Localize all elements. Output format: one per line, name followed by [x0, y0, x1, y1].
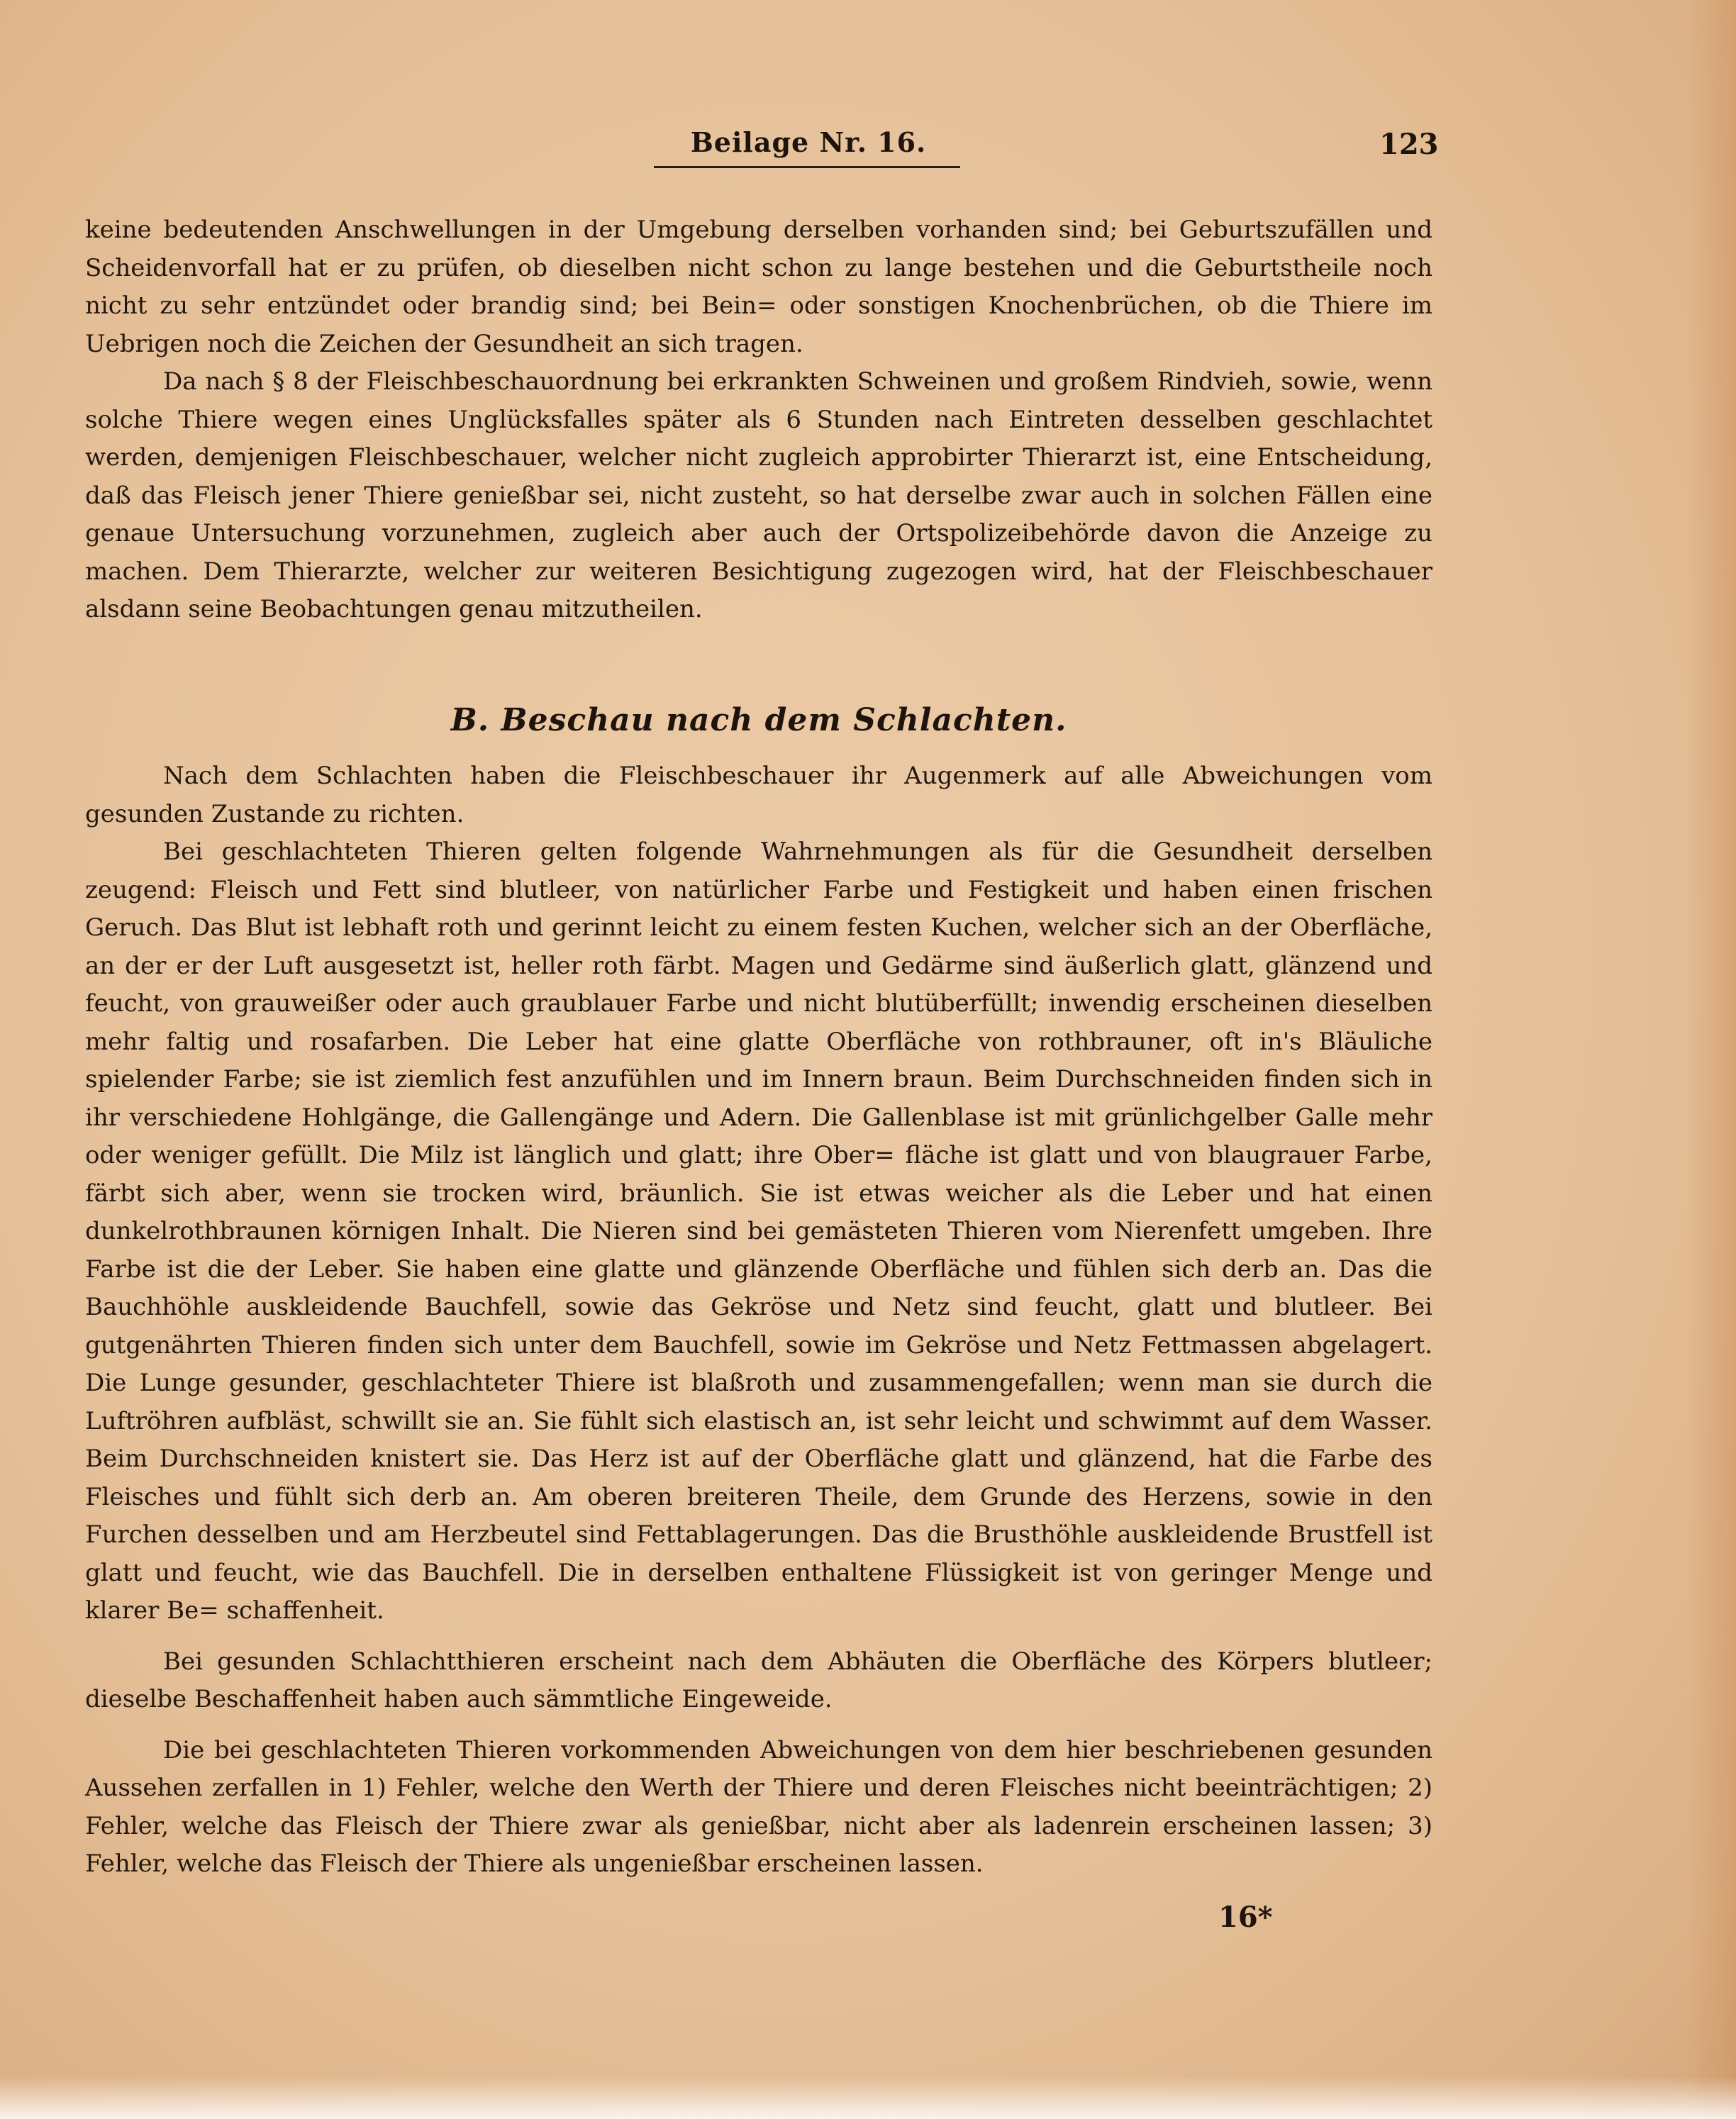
- paragraph: Die bei geschlachteten Thieren vorkommenden Abweichungen von dem hier beschriebenen gesunden Aussehen zerfallen in 1) Fehler, welche den Werth der Thiere und deren Fleisches nicht beeinträchtigen; 2) Fehler, welche das Fleisch der Thiere zwar als genießbar, nicht aber als ladenrein erscheinen lassen; 3) Fehler, welche das Fleisch der Thiere als ungenießbar erscheinen lassen.: [85, 1735, 1432, 1878]
- paragraph: Bei gesunden Schlachtthieren erscheint nach dem Abhäuten die Oberfläche des Körpers blutleer; dieselbe Beschaffenheit haben auch sämmtliche Eingeweide.: [85, 1647, 1432, 1713]
- paper-edge-shading: [1686, 0, 1736, 2119]
- running-head-rule: [654, 166, 960, 168]
- intro-text: [85, 211, 1432, 629]
- section-heading: B. Beschau nach dem Schlachten.: [450, 702, 1067, 738]
- paragraph: Da nach § 8 der Fleischbeschauordnung bei erkrankten Schweinen und großem Rindvieh, sowie, wenn solche Thiere wegen eines Unglücksfalles später als 6 Stunden nach Eintreten desselben geschlachtet werden, demjenigen Fleischbeschauer, welcher nicht zugleich approbirter Thierarzt ist, eine Entscheidung, daß das Fleisch jener Thiere genießbar sei, nicht zusteht, so hat derselbe zwar auch in solchen Fällen eine genaue Untersuchung vorzunehmen, zugleich aber auch der Ortspolizeibehörde davon die Anzeige zu machen. Dem Thierarzte, welcher zur weiteren Besichtigung zugezogen wird, hat der Fleischbeschauer alsdann seine Beobachtungen genau mitzutheilen.: [85, 367, 1432, 623]
- section-body: [85, 757, 1432, 1884]
- paragraph: Bei geschlachteten Thieren gelten folgende Wahrnehmungen als für die Gesundheit derselben zeugend: Fleisch und Fett sind blutleer, von natürlicher Farbe und Festigkeit und haben einen frischen Geruch. Das Blut ist lebhaft roth und gerinnt leicht zu einem festen Kuchen, welcher sich an der Oberfläche, an der er der Luft ausgesetzt ist, heller roth färbt. Magen und Gedärme sind äußerlich glatt, glänzend und feucht, von grauweißer oder auch graublauer Farbe und nicht blutüberfüllt; inwendig erscheinen dieselben mehr faltig und rosafarben. Die Leber hat eine glatte Oberfläche von rothbrauner, oft in's Bläuliche spielender Farbe; sie ist ziemlich fest anzufühlen und im Innern braun. Beim Durchschneiden finden sich in ihr verschiedene Hohlgänge, die Gallengänge und Adern. Die Gallenblase ist mit grünlichgelber Galle mehr oder weniger gefüllt. Die Milz ist länglich und glatt; ihre Ober= fläche ist glatt und von blaugrauer Farbe, färbt sich aber, wenn sie trocken wird, bräunlich. Sie ist etwas weicher als die Leber und hat einen dunkelrothbraunen körnigen Inhalt. Die Nieren sind bei gemästeten Thieren vom Nierenfett umgeben. Ihre Farbe ist die der Leber. Sie haben eine glatte und glänzende Oberfläche und fühlen sich derb an. Das die Bauchhöhle auskleidende Bauchfell, sowie das Gekröse und Netz sind feucht, glatt und blutleer. Bei gutgenährten Thieren finden sich unter dem Bauchfell, sowie im Gekröse und Netz Fettmassen abgelagert. Die Lunge gesunder, geschlachteter Thiere ist blaßroth und zusammengefallen; wenn man sie durch die Luftröhren aufbläst, schwillt sie an. Sie fühlt sich elastisch an, ist sehr leicht und schwimmt auf dem Wasser. Beim Durchschneiden knistert sie. Das Herz ist auf der Oberfläche glatt und glänzend, hat die Farbe des Fleisches und fühlt sich derb an. Am oberen breiteren Theile, dem Grunde des Herzens, sowie in den Furchen desselben und am Herzbeutel sind Fettablagerungen. Das die Brusthöhle auskleidende Brustfell ist glatt und feucht, wie das Bauchfell. Die in derselben enthaltene Flüssigkeit ist von geringer Menge und klarer Be= schaffenheit.: [85, 838, 1432, 1625]
- page-number: 123: [1379, 128, 1439, 161]
- page-header: [85, 126, 1439, 176]
- running-head: Beilage Nr. 16.: [690, 126, 927, 158]
- signature-mark: 16*: [1218, 1901, 1273, 1934]
- paragraph: keine bedeutenden Anschwellungen in der Umgebung derselben vorhanden sind; bei Geburtszufällen und Scheidenvorfall hat er zu prüfen, ob dieselben nicht schon zu lange bestehen und die Geburtstheile noch nicht zu sehr entzündet oder brandig sind; bei Bein= oder sonstigen Knochenbrüchen, ob die Thiere im Uebrigen noch die Zeichen der Gesundheit an sich tragen.: [85, 216, 1432, 358]
- scan-bottom-margin: [0, 2076, 1736, 2119]
- paragraph: Nach dem Schlachten haben die Fleischbeschauer ihr Augenmerk auf alle Abweichungen vom gesunden Zustande zu richten.: [85, 762, 1432, 828]
